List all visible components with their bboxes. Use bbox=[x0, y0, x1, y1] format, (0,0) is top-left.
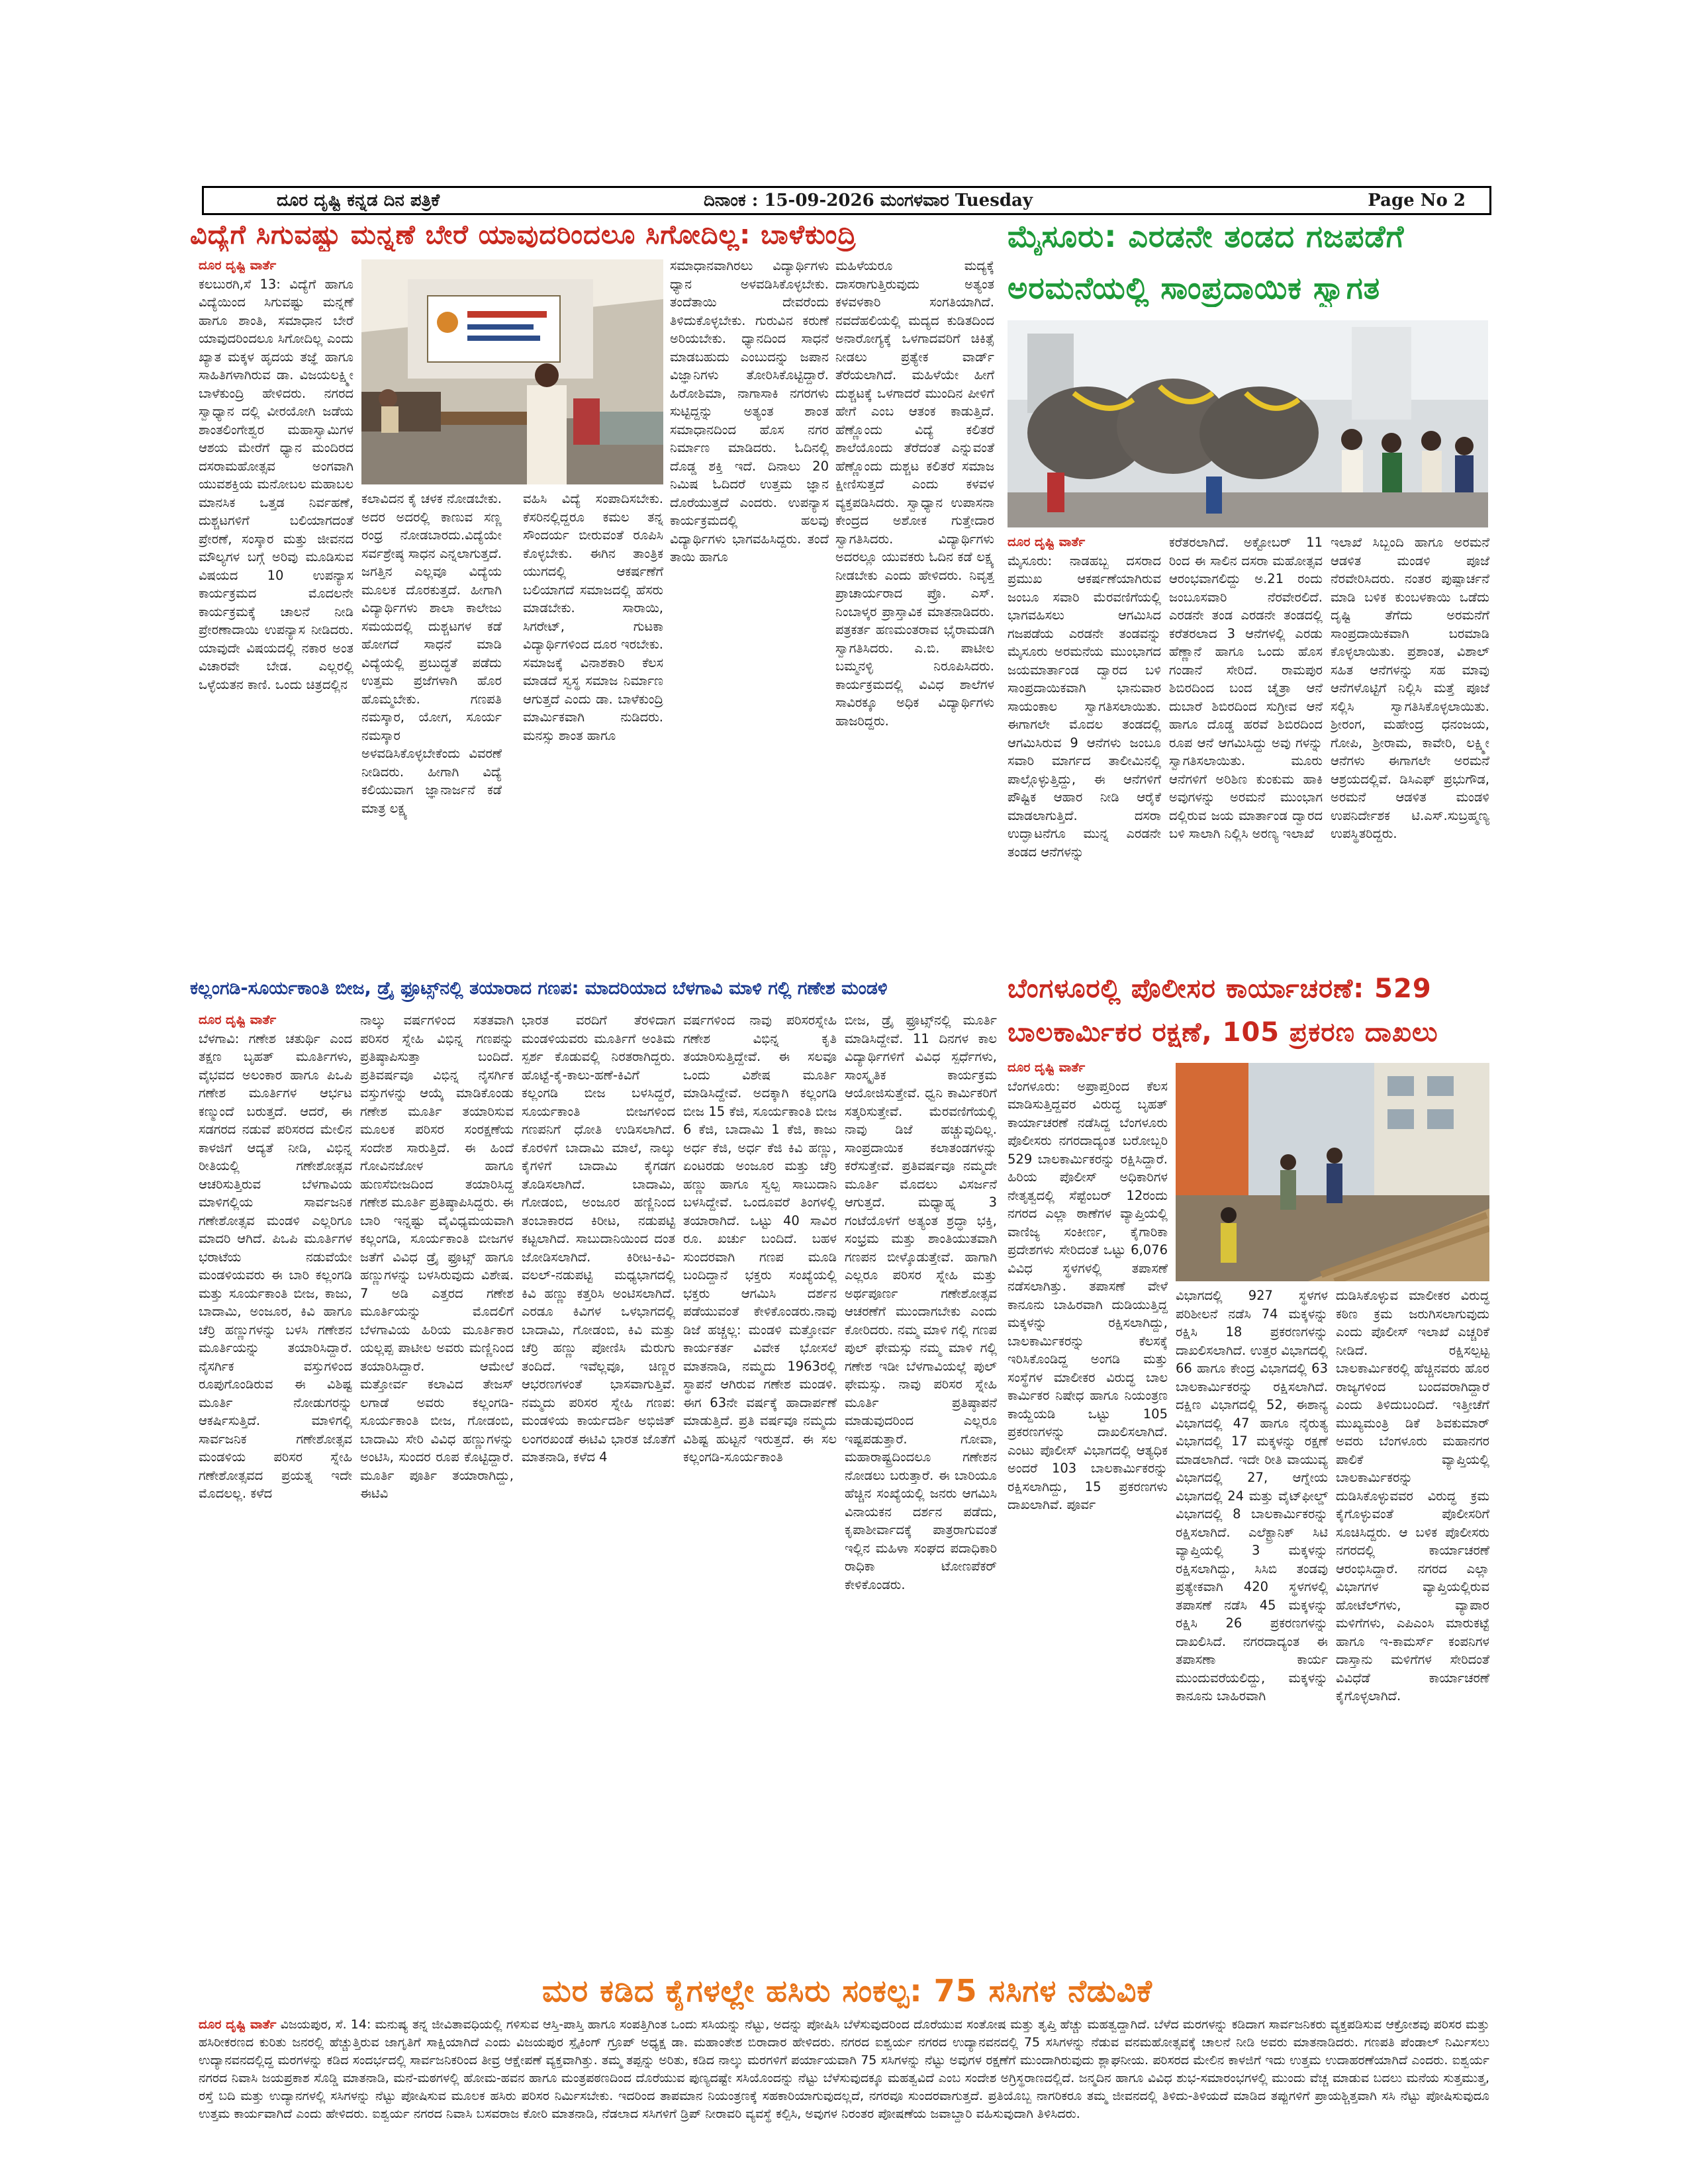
story2-col3-text: ಇಲಾಖೆ ಸಿಬ್ಬಂದಿ ಹಾಗೂ ಅರಮನೆ ಆಡಳಿತ ಮಂಡಳಿ ಪೂಜೆ ನೆರವೇರಿಸಿದರು. ನಂತರ ಪುಷ್ಪಾರ್ಚನೆ ಮಾಡಿ ಬಳಿಕ ಕುಂಬಳಕಾಯಿ ಒಡೆದು ದೃಷ್ಟಿ ತೆಗೆದು ಅರಮನೆಗೆ ಸಾಂಪ್ರದಾಯಿಕವಾಗಿ ಬರಮಾಡಿ ಕೊಳ್ಳಲಾಯಿತು. ಪ್ರಶಾಂತ, ವಿಶಾಲ್ ಸಹಿತ ಆನೆಗಳನ್ನು ಸಹ ಮಾವು ಆನೆಗಳೊಟ್ಟಿಗೆ ನಿಲ್ಲಿಸಿ ಮತ್ತೆ ಪೂಜೆ ಸಲ್ಲಿಸಿ ಸ್ವಾಗತಿಸಿಕೊಳ್ಳಲಾಯಿತು. ಶ್ರೀರಂಗ, ಮಹೇಂದ್ರ ಧನಂಜಯ, ಗೋಪಿ, ಶ್ರೀರಾಮ, ಕಾವೇರಿ, ಲಕ್ಷ್ಮೀ ಆನೆಗಳು ಈಗಾಗಲೇ ಅರಮನೆ ಆಶ್ರಯದಲ್ಲಿವೆ. ಡಿಸಿಎಫ್ ಪ್ರಭುಗೌಡ, ಅರಮನೆ ಆಡಳಿತ ಮಂಡಳಿ ಉಪನಿರ್ದೇಶಕ ಟಿ.ಎಸ್.ಸುಬ್ರಹ್ಮಣ್ಯ ಉಪಸ್ಥಿತರಿದ್ದರು. bbox=[1331, 535, 1489, 841]
story1-col5-text: ಮಹಿಳೆಯರೂ ಮದ್ಯಕ್ಕೆ ದಾಸರಾಗುತ್ತಿರುವುದು ಅತ್ಯಂತ ಕಳವಳಕಾರಿ ಸಂಗತಿಯಾಗಿದೆ. ನವದೆಹಲಿಯಲ್ಲಿ ಮದ್ಯದ ಕುಡಿತದಿಂದ ಅನಾರೋಗ್ಯಕ್ಕೆ ಒಳಗಾದವರಿಗೆ ಚಿಕಿತ್ಸೆ ನೀಡಲು ಪ್ರತ್ಯೇಕ ವಾರ್ಡ್ ತೆರೆಯಲಾಗಿದೆ. ಮಹಿಳೆಯೇ ಹೀಗೆ ದುಶ್ಚಟಕ್ಕೆ ಒಳಗಾದರೆ ಮುಂದಿನ ಪೀಳಿಗೆ ಹೇಗೆ ಎಂಬ ಆತಂಕ ಕಾಡುತ್ತಿದೆ. ಹೆಣ್ಣೊಂದು ವಿದ್ಯೆ ಕಲಿತರೆ ಶಾಲೆಯೊಂದು ತೆರೆದಂತೆ ಎನ್ನುವಂತೆ ಹೆಣ್ಣೊಂದು ದುಶ್ಚಟ ಕಲಿತರೆ ಸಮಾಜ ಕ್ಷೀಣಿಸುತ್ತದೆ ಎಂದು ಕಳವಳ ವ್ಯಕ್ತಪಡಿಸಿದರು. ಸ್ವಾಧ್ಯಾನ ಉಪಾಸನಾ ಕೇಂದ್ರದ ಅಶೋಕ ಗುತ್ತೇದಾರ ಸ್ವಾಗತಿಸಿದರು. ವಿದ್ಯಾರ್ಥಿಗಳು ಅದರಲ್ಲೂ ಯುವಕರು ಓದಿನ ಕಡೆ ಲಕ್ಷ್ಯ ನೀಡಬೇಕು ಎಂದು ಹೇಳಿದರು. ನಿವೃತ್ತ ಪ್ರಾಚಾರ್ಯರಾದ ಪ್ರೊ. ಎಸ್. ನಿಂಬಾಳ್ಕರ ಪ್ರಾಸ್ತಾವಿಕ ಮಾತನಾಡಿದರು. ಪತ್ರಕರ್ತ ಹಣಮಂತರಾವ ಭೈರಾಮಡಗಿ ಸ್ವಾಗತಿಸಿದರು. ಎ.ಬಿ. ಪಾಟೀಲ ಬಮ್ಮನಳ್ಳಿ ನಿರೂಪಿಸಿದರು. ಕಾರ್ಯಕ್ರಮದಲ್ಲಿ ವಿವಿಧ ಶಾಲೆಗಳ ಸಾವಿರಕ್ಕೂ ಅಧಿಕ ವಿದ್ಯಾರ್ಥಿಗಳು ಹಾಜರಿದ್ದರು. bbox=[835, 258, 994, 729]
story4-photo-construction-site bbox=[1176, 1063, 1489, 1281]
story4-byline: ದೂರ ದೃಷ್ಟಿ ವಾರ್ತೆ bbox=[1008, 1060, 1086, 1075]
story1-col4-text: ಸಮಾಧಾನವಾಗಿರಲು ವಿದ್ಯಾರ್ಥಿಗಳು ಧ್ಯಾನ ಅಳವಡಿಸಿಕೊಳ್ಳಬೇಕು. ತಂದೆತಾಯಿ ದೇವರೆಂದು ತಿಳಿದುಕೊಳ್ಳಬೇಕು. ಗುರುವಿನ ಕರುಣೆ ಅರಿಯಬೇಕು. ಧ್ಯಾನದಿಂದ ಸಾಧನೆ ಮಾಡಬಹುದು ಎಂಬುದನ್ನು ಜಪಾನ ವಿಜ್ಞಾನಿಗಳು ತೋರಿಸಿಕೊಟ್ಟಿದ್ದಾರೆ. ಹಿರೋಶಿಮಾ, ನಾಗಾಸಾಕಿ ನಗರಗಳು ಸುಟ್ಟಿದ್ದನ್ನು ಅತ್ಯಂತ ಶಾಂತ ಸಮಾಧಾನದಿಂದ ಹೊಸ ನಗರ ನಿರ್ಮಾಣ ಮಾಡಿದರು. ಓದಿನಲ್ಲಿ ದೊಡ್ಡ ಶಕ್ತಿ ಇದೆ. ದಿನಾಲು 20 ನಿಮಿಷ ಓದಿದರೆ ಉತ್ತಮ ಜ್ಞಾನ ದೊರೆಯುತ್ತದೆ ಎಂದರು. ಉಪನ್ಯಾಸ ಕಾರ್ಯಕ್ರಮದಲ್ಲಿ ಹಲವು ವಿದ್ಯಾರ್ಥಿಗಳು ಭಾಗವಹಿಸಿದ್ದರು. ತಂದೆ ತಾಯಿ ಹಾಗೂ bbox=[670, 258, 829, 565]
story5-byline: ದೂರ ದೃಷ್ಟಿ ವಾರ್ತೆ bbox=[199, 2017, 277, 2032]
story1-column-5 bbox=[835, 257, 994, 957]
story2-column-1 bbox=[1008, 533, 1161, 983]
story1-column-2 bbox=[361, 490, 502, 957]
story2-col1-text: ಮೈಸೂರು: ನಾಡಹಬ್ಬ ದಸರಾದ ಪ್ರಮುಖ ಆಕರ್ಷಣೆಯಾಗಿರುವ ಜಂಬೂ ಸವಾರಿ ಮೆರವಣಿಗೆಯಲ್ಲಿ ಭಾಗವಹಿಸಲು ಆಗಮಿಸಿದ ಗಜಪಡೆಯ ಎರಡನೇ ತಂಡವನ್ನು ಮೈಸೂರು ಅರಮನೆಯ ಮುಂಭಾಗದ ಜಯಮಾರ್ತಾಂಡ ದ್ವಾರದ ಬಳಿ ಸಾಂಪ್ರದಾಯಿಕವಾಗಿ ಭಾನುವಾರ ಸಾಯಂಕಾಲ ಸ್ವಾಗತಿಸಲಾಯಿತು. ಈಗಾಗಲೇ ಮೊದಲ ತಂಡದಲ್ಲಿ ಆಗಮಿಸಿರುವ 9 ಆನೆಗಳು ಜಂಬೂ ಸವಾರಿ ಮಾರ್ಗದ ತಾಲೀಮಿನಲ್ಲಿ ಪಾಲ್ಗೊಳ್ಳುತ್ತಿದ್ದು, ಈ ಆನೆಗಳಿಗೆ ಪೌಷ್ಟಿಕ ಆಹಾರ ನೀಡಿ ಆರೈಕೆ ಮಾಡಲಾಗುತ್ತಿದೆ. ದಸರಾ ಉದ್ಘಾಟನೆಗೂ ಮುನ್ನ ಎರಡನೇ ತಂಡದ ಆನೆಗಳನ್ನು bbox=[1008, 553, 1161, 860]
page-number: Page No 2 bbox=[1368, 191, 1466, 210]
story3-col1-text: ಬೆಳಗಾವಿ: ಗಣೇಶ ಚತುರ್ಥಿ ಎಂದ ತಕ್ಷಣ ಬೃಹತ್ ಮೂರ್ತಿಗಳು, ವೈಭವದ ಅಲಂಕಾರ ಹಾಗೂ ಪಿಒಪಿ ಗಣೇಶ ಮೂರ್ತಿಗಳ ಆರ್ಭಟ ಕಣ್ಮುಂದೆ ಬರುತ್ತದೆ. ಆದರೆ, ಈ ಸಡಗರದ ನಡುವೆ ಪರಿಸರದ ಮೇಲಿನ ಕಾಳಜಿಗೆ ಆದ್ಯತೆ ನೀಡಿ, ವಿಭಿನ್ನ ರೀತಿಯಲ್ಲಿ ಗಣೇಶೋತ್ಸವ ಆಚರಿಸುತ್ತಿರುವ ಬೆಳಗಾವಿಯ ಮಾಳಿಗಲ್ಲಿಯ ಸಾರ್ವಜನಿಕ ಗಣೇಶೋತ್ಸವ ಮಂಡಳಿ ಎಲ್ಲರಿಗೂ ಮಾದರಿ ಆಗಿದೆ. ಪಿಒಪಿ ಮೂರ್ತಿಗಳ ಭರಾಟೆಯ ನಡುವೆಯೇ ಮಂಡಳಿಯವರು ಈ ಬಾರಿ ಕಲ್ಲಂಗಡಿ ಮತ್ತು ಸೂರ್ಯಕಾಂತಿ ಬೀಜ, ಕಾಜು, ಬಾದಾಮಿ, ಅಂಜೂರ, ಕಿವಿ ಹಾಗೂ ಚೆರ್ರಿ ಹಣ್ಣುಗಳನ್ನು ಬಳಸಿ ಗಣೇಶನ ಮೂರ್ತಿಯನ್ನು ತಯಾರಿಸಿದ್ದಾರೆ. ನೈಸರ್ಗಿಕ ವಸ್ತುಗಳಿಂದ ರೂಪುಗೊಂಡಿರುವ ಈ ವಿಶಿಷ್ಟ ಮೂರ್ತಿ ನೋಡುಗರನ್ನು ಆಕರ್ಷಿಸುತ್ತಿದೆ. ಮಾಳಿಗಲ್ಲಿ ಸಾರ್ವಜನಿಕ ಗಣೇಶೋತ್ಸವ ಮಂಡಳಿಯ ಪರಿಸರ ಸ್ನೇಹಿ ಗಣೇಶೋತ್ಸವದ ಪ್ರಯತ್ನ ಇದೇ ಮೊದಲಲ್ಲ. ಕಳೆದ bbox=[199, 1030, 352, 1501]
story3-col3-text: ಭಾರತ ವರದಿಗೆ ತೆರಳಿದಾಗ ಮಂಡಳಿಯವರು ಮೂರ್ತಿಗೆ ಅಂತಿಮ ಸ್ಪರ್ಶ ಕೊಡುವಲ್ಲಿ ನಿರತರಾಗಿದ್ದರು. ಹೊಟ್ಟೆ-ಕೈ-ಕಾಲು-ಹಣೆ-ಕಿವಿಗೆ ಕಲ್ಲಂಗಡಿ ಬೀಜ ಬಳಸಿದ್ದರೆ, ಸೂರ್ಯಕಾಂತಿ ಬೀಜಗಳಿಂದ ಗಣಪನಿಗೆ ಧೋತಿ ಉಡಿಸಲಾಗಿದೆ. ಕೊರಳಿಗೆ ಬಾದಾಮಿ ಮಾಲೆ, ನಾಲ್ಕು ಕೈಗಳಿಗೆ ಬಾದಾಮಿ ಕೈಗಡಗ ತೊಡಿಸಲಾಗಿದೆ. ಬಾದಾಮಿ, ಗೋಡಂಬಿ, ಅಂಜೂರ ಹಣ್ಣಿನಿಂದ ತಂಬಾಕಾರದ ಕಿರೀಟ, ನಡುಪಟ್ಟಿ ಕಟ್ಟಲಾಗಿದೆ. ಸಾಬುದಾನಿಯಿಂದ ದಂತ ಜೋಡಿಸಲಾಗಿದೆ. ಕಿರೀಟ-ಕಿವಿ-ವಲಲ್-ನಡುಪಟ್ಟಿ ಮಧ್ಯಭಾಗದಲ್ಲಿ ಕಿವಿ ಹಣ್ಣು ಕತ್ತರಿಸಿ ಅಂಟಿಸಲಾಗಿದೆ. ಎರಡೂ ಕಿವಿಗಳ ಒಳಭಾಗದಲ್ಲಿ ಬಾದಾಮಿ, ಗೋಡಂಬಿ, ಕಿವಿ ಮತ್ತು ಚೆರ್ರಿ ಹಣ್ಣು ಪೋಣಿಸಿ ಮೆರುಗು ತಂದಿದೆ. ಇವೆಲ್ಲವೂ, ಚಿಣ್ಣರ ಆಭರಣಗಳಂತೆ ಭಾಸವಾಗುತ್ತಿವೆ. ನಮ್ಮದು ಪರಿಸರ ಸ್ನೇಹಿ ಗಣಪ: ಮಂಡಳಿಯ ಕಾರ್ಯದರ್ಶಿ ಅಭಿಜಿತ್ ಲಂಗರಖಂಡೆ ಈಟಿವಿ ಭಾರತ ಜೊತೆಗೆ ಮಾತನಾಡಿ, ಕಳೆದ 4 bbox=[522, 1013, 675, 1465]
story2-photo-elephants bbox=[1008, 320, 1488, 527]
story3-column-5 bbox=[845, 1011, 997, 1964]
story4-headline-line2: ಬಾಲಕಾರ್ಮಿಕರ ರಕ್ಷಣೆ, 105 ಪ್ರಕರಣ ದಾಖಲು bbox=[1008, 1017, 1438, 1048]
story3-headline: ಕಲ್ಲಂಗಡಿ-ಸೂರ್ಯಕಾಂತಿ ಬೀಜ, ಡ್ರೈ ಫ್ರೂಟ್ಸ್‌ನಲ್ಲಿ ತಯಾರಾದ ಗಣಪ: ಮಾದರಿಯಾದ ಬೆಳಗಾವಿ ಮಾಳಿ ಗಲ್ಲಿ ಗಣೇಶ ಮಂಡಳಿ bbox=[190, 978, 888, 999]
story3-col5-text: ಬೀಜ, ಡ್ರೈ ಫ್ರೂಟ್ಸ್‌ನಲ್ಲಿ ಮೂರ್ತಿ ಮಾಡಿಸಿದ್ದೇವೆ. 11 ದಿನಗಳ ಕಾಲ ವಿದ್ಯಾರ್ಥಿಗಳಿಗೆ ವಿವಿಧ ಸ್ಪರ್ಧೆಗಳು, ಸಾಂಸ್ಕೃತಿಕ ಕಾರ್ಯಕ್ರಮ ಆಯೋಜಿಸುತ್ತೇವೆ. ಧ್ವನಿ ಕಾರ್ಮಿಕರಿಗೆ ಸತ್ಕರಿಸುತ್ತೇವೆ. ಮೆರವಣಿಗೆಯಲ್ಲಿ ನಾವು ಡಿಜೆ ಹಚ್ಚುವುದಿಲ್ಲ. ಸಾಂಪ್ರದಾಯಿಕ ಕಲಾತಂಡಗಳನ್ನು ಕರೆಸುತ್ತೇವೆ. ಪ್ರತಿವರ್ಷವೂ ನಮ್ಮದೇ ಮೂರ್ತಿ ಮೊದಲು ವಿಸರ್ಜನೆ ಆಗುತ್ತದೆ. ಮಧ್ಯಾಹ್ನ 3 ಗಂಟೆಯೊಳಗೆ ಅತ್ಯಂತ ಶ್ರದ್ಧಾ ಭಕ್ತಿ, ಸಂಭ್ರಮ ಮತ್ತು ಶಾಂತಿಯುತವಾಗಿ ಗಣಪನ ಬೀಳ್ಕೊಡುತ್ತೇವೆ. ಹಾಗಾಗಿ ಎಲ್ಲರೂ ಪರಿಸರ ಸ್ನೇಹಿ ಮತ್ತು ಅರ್ಥಪೂರ್ಣ ಗಣೇಶೋತ್ಸವ ಆಚರಣೆಗೆ ಮುಂದಾಗಬೇಕು ಎಂದು ಕೋರಿದರು. ನಮ್ಮ ಮಾಳಿ ಗಲ್ಲಿ ಗಣಪ ಪುಲ್ ಫೇಮಸ್ಸು ನಮ್ಮ ಮಾಳಿ ಗಲ್ಲಿ ಗಣೇಶ ಇಡೀ ಬೆಳಗಾವಿಯಲ್ಲೆ ಪುಲ್ ಫೇಮಸ್ಸು. ನಾವು ಪರಿಸರ ಸ್ನೇಹಿ ಮೂರ್ತಿ ಪ್ರತಿಷ್ಠಾಪನೆ ಮಾಡುವುದರಿಂದ ಎಲ್ಲರೂ ಇಷ್ಟಪಡುತ್ತಾರೆ. ಗೋವಾ, ಮಹಾರಾಷ್ಟ್ರದಿಂದಲೂ ಗಣೇಶನ ನೋಡಲು ಬರುತ್ತಾರೆ. ಈ ಬಾರಿಯೂ ಹೆಚ್ಚಿನ ಸಂಖ್ಯೆಯಲ್ಲಿ ಜನರು ಆಗಮಿಸಿ ವಿನಾಯಕನ ದರ್ಶನ ಪಡೆದು, ಕೃಪಾಶೀರ್ವಾದಕ್ಕೆ ಪಾತ್ರರಾಗುವಂತೆ ಇಲ್ಲಿನ ಮಹಿಳಾ ಸಂಘದ ಪದಾಧಿಕಾರಿ ರಾಧಿಕಾ ಟೋಣಪೆಕರ್ ಕೇಳಿಕೊಂಡರು. bbox=[845, 1013, 997, 1592]
story1-headline: ವಿದ್ಯೆಗೆ ಸಿಗುವಷ್ಟು ಮನ್ನಣೆ ಬೇರೆ ಯಾವುದರಿಂದಲೂ ಸಿಗೋದಿಲ್ಲ: ಬಾಳೆಕುಂದ್ರಿ bbox=[190, 220, 857, 250]
story4-column-2 bbox=[1176, 1287, 1328, 1966]
story1-byline: ದೂರ ದೃಷ್ಟಿ ವಾರ್ತೆ bbox=[199, 258, 277, 273]
story5-body-text: ವಿಜಯಪುರ, ಸೆ. 14: ಮನುಷ್ಯ ತನ್ನ ಜೀವಿತಾವಧಿಯಲ್ಲಿ ಗಳಿಸುವ ಆಸ್ತಿ-ಪಾಸ್ತಿ ಹಾಗೂ ಸಂಪತ್ತಿಗಿಂತ ಒಂದು ಸಸಿಯನ್ನು ನೆಟ್ಟು, ಅದನ್ನು ಪೋಷಿಸಿ ಬೆಳೆಸುವುದರಿಂದ ದೊರೆಯುವ ಸಂತೋಷ ಮತ್ತು ತೃಪ್ತಿ ಹೆಚ್ಚು ಮಹತ್ವದ್ದಾಗಿದೆ. ಬೆಳೆದ ಮರಗಳನ್ನು ಕಡಿದಾಗ ಸಾರ್ವಜನಿಕರು ವ್ಯಕ್ತಪಡಿಸುವ ಆಕ್ರೋಶವು ಪರಿಸರ ಮತ್ತು ಹಸಿರೀಕರಣದ ಕುರಿತು ಜನರಲ್ಲಿ ಹೆಚ್ಚುತ್ತಿರುವ ಜಾಗೃತಿಗೆ ಸಾಕ್ಷಿಯಾಗಿದೆ ಎಂದು ವಿಜಯಪುರ ಸ್ಪೈಕಿಂಗ್ ಗ್ರೂಪ್ ಅಧ್ಯಕ್ಷ ಡಾ. ಮಹಾಂತೇಶ ಬಿರಾದಾರ ಹೇಳಿದರು. ನಗರದ ಐಶ್ವರ್ಯ ನಗರದ ಉದ್ಯಾನವನದಲ್ಲಿ 75 ಸಸಿಗಳನ್ನು ನೆಡುವ ವನಮಹೋತ್ಸವಕ್ಕೆ ಚಾಲನೆ ನೀಡಿ ಅವರು ಮಾತನಾಡಿದರು. ಗಣಪತಿ ಪೆಂಡಾಲ್ ನಿರ್ಮಿಸಲು ಉದ್ಯಾನವನದಲ್ಲಿದ್ದ ಮರಗಳನ್ನು ಕಡಿದ ಸಂದರ್ಭದಲ್ಲಿ ಸಾರ್ವಜನಿಕರಿಂದ ತೀವ್ರ ಆಕ್ಷೇಪಣೆ ವ್ಯಕ್ತವಾಗಿತ್ತು. ತಮ್ಮ ತಪ್ಪನ್ನು ಅರಿತು, ಕಡಿದ ನಾಲ್ಕು ಮರಗಳಿಗೆ ಪರ್ಯಾಯವಾಗಿ 75 ಸಸಿಗಳನ್ನು ನೆಟ್ಟು ಅವುಗಳ ರಕ್ಷಣೆಗೆ ಮುಂದಾಗಿರುವುದು ಶ್ಲಾಘನೀಯ. ಪರಿಸರದ ಮೇಲಿನ ಕಾಳಜಿಗೆ ಇದು ಉತ್ತಮ ಉದಾಹರಣೆಯಾಗಿದೆ ಎಂದರು. ಐಶ್ವರ್ಯ ನಗರದ ನಿವಾಸಿ ಜಯಪ್ರಕಾಶ ಸೊಡ್ಡಿ ಮಾತನಾಡಿ, ಮನೆ-ಮಠಗಳಲ್ಲಿ ಹೋಮ-ಹವನ ಹಾಗೂ ಮಂತ್ರಪಠಣದಿಂದ ದೊರೆಯುವ ಪುಣ್ಯದಷ್ಟೇ ಸಸಿಯೊಂದನ್ನು ನೆಟ್ಟು ಬೆಳೆಸುವುದಕ್ಕೂ ಮಹತ್ವವಿದೆ ಎಂಬ ಸಂದೇಶ ಅಗ್ರಿಸ್ಥರಾಣದಲ್ಲಿದೆ. ಜನ್ಮದಿನ ಹಾಗೂ ವಿವಿಧ ಶುಭ-ಸಮಾರಂಭಗಳಲ್ಲಿ ಮುಂದು ವೆಚ್ಚ ಮಾಡುವ ಬದಲು ಮನೆಯ ಸುತ್ತಮುತ್ತ, ರಸ್ತೆ ಬದಿ ಮತ್ತು ಉದ್ಯಾನಗಳಲ್ಲಿ ಸಸಿಗಳನ್ನು ನೆಟ್ಟು ಪೋಷಿಸುವ ಮೂಲಕ ಹಸಿರು ಪರಿಸರ ನಿರ್ಮಿಸಬೇಕು. ಇದರಿಂದ ತಾಪಮಾನ ನಿಯಂತ್ರಣಕ್ಕೆ ಸಹಕಾರಿಯಾಗುವುದಲ್ಲದೆ, ನಗರವೂ ಸುಂದರವಾಗುತ್ತದೆ. ಪ್ರತಿಯೊಬ್ಬ ನಾಗರಿಕರೂ ತಮ್ಮ ಜೀವನದಲ್ಲಿ ತಿಳಿದು-ತಿಳಿಯದೆ ಮಾಡಿದ ತಪ್ಪುಗಳಿಗೆ ಪ್ರಾಯಶ್ಚಿತ್ತವಾಗಿ ಸಸಿ ನೆಟ್ಟು ಪೋಷಿಸುವುದೂ ಉತ್ತಮ ಕಾರ್ಯವಾಗಿದೆ ಎಂದು ಹೇಳಿದರು. ಐಶ್ವರ್ಯ ನಗರದ ನಿವಾಸಿ ಬಸವರಾಜ ಕೋರಿ ಮಾತನಾಡಿ, ನೆಡಲಾದ ಸಸಿಗಳಿಗೆ ಡ್ರಿಪ್ ನೀರಾವರಿ ವ್ಯವಸ್ಥೆ ಕಲ್ಪಿಸಿ, ಅವುಗಳ ನಿರಂತರ ಪೋಷಣೆಯ ಜವಾಬ್ದಾರಿ ವಹಿಸುವುದಾಗಿ ತಿಳಿಸಿದರು. bbox=[199, 2017, 1489, 2121]
story3-column-1 bbox=[199, 1011, 352, 1964]
story4-col3-text: ದುಡಿಸಿಕೊಳ್ಳುವ ಮಾಲೀಕರ ವಿರುದ್ಧ ಕಠಿಣ ಕ್ರಮ ಜರುಗಿಸಲಾಗುವುದು ಎಂದು ಪೊಲೀಸ್ ಇಲಾಖೆ ಎಚ್ಚರಿಕೆ ನೀಡಿದೆ. ರಕ್ಷಿಸಲ್ಪಟ್ಟ ಬಾಲಕಾರ್ಮಿಕರಲ್ಲಿ ಹೆಚ್ಚಿನವರು ಹೊರ ರಾಜ್ಯಗಳಿಂದ ಬಂದವರಾಗಿದ್ದಾರೆ ಎಂದು ತಿಳಿದುಬಂದಿದೆ. ಇತ್ತೀಚೆಗೆ ಮುಖ್ಯಮಂತ್ರಿ ಡಿಕೆ ಶಿವಕುಮಾರ್ ಅವರು ಬೆಂಗಳೂರು ಮಹಾನಗರ ಪಾಲಿಕೆ ವ್ಯಾಪ್ತಿಯಲ್ಲಿ ಬಾಲಕಾರ್ಮಿಕರನ್ನು ದುಡಿಸಿಕೊಳ್ಳುವವರ ವಿರುದ್ಧ ಕ್ರಮ ಕೈಗೊಳ್ಳುವಂತೆ ಪೊಲೀಸರಿಗೆ ಸೂಚಿಸಿದ್ದರು. ಆ ಬಳಿಕ ಪೊಲೀಸರು ನಗರದಲ್ಲಿ ಕಾರ್ಯಾಚರಣೆ ಆರಂಭಿಸಿದ್ದಾರೆ. ನಗರದ ಎಲ್ಲಾ ವಿಭಾಗಗಳ ವ್ಯಾಪ್ತಿಯಲ್ಲಿರುವ ಹೋಟೆಲ್‌ಗಳು, ವ್ಯಾಪಾರ ಮಳಿಗೆಗಳು, ಎಪಿಎಂಸಿ ಮಾರುಕಟ್ಟೆ ಹಾಗೂ ಇ-ಕಾಮರ್ಸ್ ಕಂಪನಿಗಳ ದಾಸ್ತಾನು ಮಳಿಗೆಗಳ ಸೇರಿದಂತೆ ವಿವಿಧೆಡೆ ಕಾರ್ಯಾಚರಣೆ ಕೈಗೊಳ್ಳಲಾಗಿದೆ. bbox=[1336, 1288, 1489, 1704]
story3-column-3 bbox=[522, 1011, 675, 1964]
story3-column-2 bbox=[360, 1011, 514, 1964]
story2-column-2 bbox=[1169, 533, 1323, 983]
story2-headline-line1: ಮೈಸೂರು: ಎರಡನೇ ತಂಡದ ಗಜಪಡೆಗೆ bbox=[1008, 218, 1405, 254]
story2-headline-line2: ಅರಮನೆಯಲ್ಲಿ ಸಾಂಪ್ರದಾಯಿಕ ಸ್ವಾಗತ bbox=[1008, 270, 1381, 306]
story1-col3-text: ವಹಿಸಿ ವಿದ್ಯೆ ಸಂಪಾದಿಸಬೇಕು. ಕೆಸರಿನಲ್ಲಿದ್ದರೂ ಕಮಲ ತನ್ನ ಸೌಂದರ್ಯ ಬೀರುವಂತೆ ರೂಪಿಸಿ ಕೊಳ್ಳಬೇಕು. ಈಗಿನ ತಾಂತ್ರಿಕ ಯುಗದಲ್ಲಿ ಆಕರ್ಷಣೆಗೆ ಬಲಿಯಾಗದೆ ಸಮಾಜದಲ್ಲಿ ಹೆಸರು ಮಾಡಬೇಕು. ಸಾರಾಯಿ, ಸಿಗರೇಟ್, ಗುಟಕಾ ವಿದ್ಯಾರ್ಥಿಗಳಿಂದ ದೂರ ಇರಬೇಕು. ಸಮಾಜಕ್ಕೆ ವಿನಾಶಕಾರಿ ಕೆಲಸ ಮಾಡದೆ ಸ್ವಸ್ಥ ಸಮಾಜ ನಿರ್ಮಾಣ ಆಗುತ್ತದೆ ಎಂದು ಡಾ. ಬಾಳೆಕುಂದ್ರಿ ಮಾರ್ಮಿಕವಾಗಿ ನುಡಿದರು. ಮನಸ್ಸು ಶಾಂತ ಹಾಗೂ bbox=[523, 491, 663, 743]
masthead-bar bbox=[202, 186, 1491, 215]
story5-headline: ಮರ ಕಡಿದ ಕೈಗಳಲ್ಲೇ ಹಸಿರು ಸಂಕಲ್ಪ: 75 ಸಸಿಗಳ ನೆಡುವಿಕೆ bbox=[542, 1973, 1152, 2009]
story1-col1-text: ಕಲಬುರಗಿ,ಸೆ 13: ವಿದ್ಯೆಗೆ ಹಾಗೂ ವಿದ್ಯೆಯಿಂದ ಸಿಗುವಷ್ಟು ಮನ್ನಣೆ ಹಾಗೂ ಶಾಂತಿ, ಸಮಾಧಾನ ಬೇರೆ ಯಾವುದರಿಂದಲೂ ಸಿಗೋದಿಲ್ಲ ಎಂದು ಖ್ಯಾತ ಮಕ್ಕಳ ಹೃದಯ ತಜ್ಞೆ ಹಾಗೂ ಸಾಹಿತಿಗಳಾಗಿರುವ ಡಾ. ವಿಜಯಲಕ್ಷ್ಮೀ ಬಾಳೆಕುಂದ್ರಿ ಹೇಳಿದರು. ನಗರದ ಸ್ವಾಧ್ಯಾನ ದಲ್ಲಿ ವೀರಯೋಗಿ ಜಡೆಯ ಶಾಂತಲಿಂಗೇಶ್ವರ ಮಹಾಸ್ವಾಮಿಗಳ ಆಶಯ ಮೇರೆಗೆ ಧ್ಯಾನ ಮಂದಿರದ ದಸರಾಮಹೋತ್ಸವ ಅಂಗವಾಗಿ ಯುವಶಕ್ತಿಯ ಮನೋಬಲ ಮಹಾಬಲ ಮಾನಸಿಕ ಒತ್ತಡ ನಿರ್ವಹಣೆ, ದುಶ್ಚಟಗಳಿಗೆ ಬಲಿಯಾಗದಂತೆ ಪ್ರೇರಣೆ, ಸಂಸ್ಕಾರ ಮತ್ತು ಜೀವನದ ಮೌಲ್ಯಗಳ ಬಗ್ಗೆ ಅರಿವು ಮೂಡಿಸುವ ವಿಷಯದ 10 ಉಪನ್ಯಾಸ ಕಾರ್ಯಕ್ರಮದ ಮೊದಲನೇ ಕಾರ್ಯಕ್ರಮಕ್ಕೆ ಚಾಲನೆ ನೀಡಿ ಪ್ರೇರಣಾದಾಯಿ ಉಪನ್ಯಾಸ ನೀಡಿದರು. ಯಾವುದೇ ವಿಷಯದಲ್ಲಿ ನಕಾರ ಅಂತ ವಿಚಾರವೇ ಬೇಡ. ಎಲ್ಲರಲ್ಲಿ ಒಳ್ಳೆಯತನ ಕಾಣಿ. ಒಂದು ಚಿತ್ರದಲ್ಲಿನ bbox=[199, 276, 353, 692]
story5-body bbox=[199, 2016, 1489, 2161]
story1-col2-text: ಕಲಾವಿದನ ಕೈ ಚಳಕ ನೋಡಬೇಕು. ಅದರ ಅದರಲ್ಲಿ ಕಾಣುವ ಸಣ್ಣ ರಂಧ್ರ ನೋಡಬಾರದು.ವಿದ್ಯೆಯೇ ಸರ್ವಶ್ರೇಷ್ಠ ಸಾಧನ ಎನ್ನಲಾಗುತ್ತದೆ. ಜಗತ್ತಿನ ಎಲ್ಲವೂ ವಿದ್ಯೆಯ ಮೂಲಕ ದೊರಕುತ್ತದೆ. ಹೀಗಾಗಿ ವಿದ್ಯಾರ್ಥಿಗಳು ಶಾಲಾ ಕಾಲೇಜು ಸಮಯದಲ್ಲಿ ದುಶ್ಚಟಗಳ ಕಡೆ ಹೋಗದೆ ಸಾಧನೆ ಮಾಡಿ ವಿದ್ಯೆಯಲ್ಲಿ ಪ್ರಬುದ್ಧತೆ ಪಡೆದು ಉತ್ತಮ ಪ್ರಜೆಗಳಾಗಿ ಹೊರ ಹೊಮ್ಮಬೇಕು. ಗಣಪತಿ ನಮಸ್ಕಾರ, ಯೋಗ, ಸೂರ್ಯ ನಮಸ್ಕಾರ ಅಳವಡಿಸಿಕೊಳ್ಳಬೇಕೆಂದು ವಿವರಣೆ ನೀಡಿದರು. ಹೀಗಾಗಿ ವಿದ್ಯೆ ಕಲಿಯುವಾಗ ಜ್ಞಾನಾರ್ಜನೆ ಕಡೆ ಮಾತ್ರ ಲಕ್ಷ್ಯ bbox=[361, 491, 502, 816]
story4-col2-text: ವಿಭಾಗದಲ್ಲಿ 927 ಸ್ಥಳಗಳ ಪರಿಶೀಲನೆ ನಡೆಸಿ 74 ಮಕ್ಕಳನ್ನು ರಕ್ಷಿಸಿ 18 ಪ್ರಕರಣಗಳನ್ನು ದಾಖಲಿಸಲಾಗಿದೆ. ಉತ್ತರ ವಿಭಾಗದಲ್ಲಿ 66 ಹಾಗೂ ಕೇಂದ್ರ ವಿಭಾಗದಲ್ಲಿ 63 ಬಾಲಕಾರ್ಮಿಕರನ್ನು ರಕ್ಷಿಸಲಾಗಿದೆ. ದಕ್ಷಿಣ ವಿಭಾಗದಲ್ಲಿ 52, ಈಶಾನ್ಯ ವಿಭಾಗದಲ್ಲಿ 47 ಹಾಗೂ ನೈರುತ್ಯ ವಿಭಾಗದಲ್ಲಿ 17 ಮಕ್ಕಳನ್ನು ರಕ್ಷಣೆ ಮಾಡಲಾಗಿದೆ. ಇದೇ ರೀತಿ ವಾಯುವ್ಯ ವಿಭಾಗದಲ್ಲಿ 27, ಆಗ್ನೇಯ ವಿಭಾಗದಲ್ಲಿ 24 ಮತ್ತು ವೈಟ್‌ಫೀಲ್ಡ್ ವಿಭಾಗದಲ್ಲಿ 8 ಬಾಲಕಾರ್ಮಿಕರನ್ನು ರಕ್ಷಿಸಲಾಗಿದೆ. ಎಲೆಕ್ಟ್ರಾನಿಕ್ ಸಿಟಿ ವ್ಯಾಪ್ತಿಯಲ್ಲಿ 3 ಮಕ್ಕಳನ್ನು ರಕ್ಷಿಸಲಾಗಿದ್ದು, ಸಿಸಿಬಿ ತಂಡವು ಪ್ರತ್ಯೇಕವಾಗಿ 420 ಸ್ಥಳಗಳಲ್ಲಿ ತಪಾಸಣೆ ನಡೆಸಿ 45 ಮಕ್ಕಳನ್ನು ರಕ್ಷಿಸಿ 26 ಪ್ರಕರಣಗಳನ್ನು ದಾಖಲಿಸಿದೆ. ನಗರದಾದ್ಯಂತ ಈ ತಪಾಸಣಾ ಕಾರ್ಯ ಮುಂದುವರೆಯಲಿದ್ದು, ಮಕ್ಕಳನ್ನು ಕಾನೂನು ಬಾಹಿರವಾಗಿ bbox=[1176, 1288, 1328, 1704]
story4-col1-text: ಬೆಂಗಳೂರು: ಅಪ್ರಾಪ್ತರಿಂದ ಕೆಲಸ ಮಾಡಿಸುತ್ತಿದ್ದವರ ವಿರುದ್ಧ ಬೃಹತ್ ಕಾರ್ಯಾಚರಣೆ ನಡೆಸಿದ್ದ ಬೆಂಗಳೂರು ಪೊಲೀಸರು ನಗರದಾದ್ಯಂತ ಬರೋಬ್ಬರಿ 529 ಬಾಲಕಾರ್ಮಿಕರನ್ನು ರಕ್ಷಿಸಿದ್ದಾರೆ. ಹಿರಿಯ ಪೊಲೀಸ್ ಅಧಿಕಾರಿಗಳ ನೇತೃತ್ವದಲ್ಲಿ ಸೆಪ್ಟೆಂಬರ್ 12ರಂದು ನಗರದ ಎಲ್ಲಾ ಠಾಣೆಗಳ ವ್ಯಾಪ್ತಿಯಲ್ಲಿ ವಾಣಿಜ್ಯ ಸಂಕೀರ್ಣ, ಕೈಗಾರಿಕಾ ಪ್ರದೇಶಗಳು ಸೇರಿದಂತೆ ಒಟ್ಟು 6,076 ವಿವಿಧ ಸ್ಥಳಗಳಲ್ಲಿ ತಪಾಸಣೆ ನಡೆಸಲಾಗಿತ್ತು. ತಪಾಸಣೆ ವೇಳೆ ಕಾನೂನು ಬಾಹಿರವಾಗಿ ದುಡಿಯುತ್ತಿದ್ದ ಮಕ್ಕಳನ್ನು ರಕ್ಷಿಸಲಾಗಿದ್ದು, ಬಾಲಕಾರ್ಮಿಕರನ್ನು ಕೆಲಸಕ್ಕೆ ಇರಿಸಿಕೊಂಡಿದ್ದ ಅಂಗಡಿ ಮತ್ತು ಸಂಸ್ಥೆಗಳ ಮಾಲೀಕರ ವಿರುದ್ಧ ಬಾಲ ಕಾರ್ಮಿಕರ ನಿಷೇಧ ಹಾಗೂ ನಿಯಂತ್ರಣ ಕಾಯ್ದೆಯಡಿ ಒಟ್ಟು 105 ಪ್ರಕರಣಗಳನ್ನು ದಾಖಲಿಸಲಾಗಿದೆ. ಎಂಟು ಪೊಲೀಸ್ ವಿಭಾಗದಲ್ಲಿ ಆತ್ಯಧಿಕ ಅಂದರೆ 103 ಬಾಲಕಾರ್ಮಿಕರನ್ನು ರಕ್ಷಿಸಲಾಗಿದ್ದು, 15 ಪ್ರಕರಣಗಳು ದಾಖಲಾಗಿವೆ. ಪೂರ್ವ bbox=[1008, 1078, 1168, 1512]
story4-column-3 bbox=[1336, 1287, 1489, 1966]
story3-column-4 bbox=[683, 1011, 837, 1964]
story1-photo-lecture bbox=[361, 259, 663, 484]
story3-col2-text: ನಾಲ್ಕು ವರ್ಷಗಳಿಂದ ಸತತವಾಗಿ ಪರಿಸರ ಸ್ನೇಹಿ ವಿಭಿನ್ನ ಗಣಪನ್ನು ಪ್ರತಿಷ್ಠಾಪಿಸುತ್ತಾ ಬಂದಿದೆ. ಪ್ರತಿವರ್ಷವೂ ವಿಭಿನ್ನ ನೈಸರ್ಗಿಕ ವಸ್ತುಗಳನ್ನು ಆಯ್ಕೆ ಮಾಡಿಕೊಂಡು ಗಣೇಶ ಮೂರ್ತಿ ತಯಾರಿಸುವ ಮೂಲಕ ಪರಿಸರ ಸಂರಕ್ಷಣೆಯ ಸಂದೇಶ ಸಾರುತ್ತಿದೆ. ಈ ಹಿಂದೆ ಗೋವಿನಜೋಳ ಹಾಗೂ ಹುಣಸೆಬೀಜದಿಂದ ತಯಾರಿಸಿದ್ದ ಗಣೇಶ ಮೂರ್ತಿ ಪ್ರತಿಷ್ಠಾಪಿಸಿದ್ದರು. ಈ ಬಾರಿ ಇನ್ನಷ್ಟು ವೈವಿಧ್ಯಮಯವಾಗಿ ಕಲ್ಲಂಗಡಿ, ಸೂರ್ಯಕಾಂತಿ ಬೀಜಗಳ ಜತೆಗೆ ವಿವಿಧ ಡ್ರೈ ಫ್ರೂಟ್ಸ್ ಹಾಗೂ ಹಣ್ಣುಗಳನ್ನು ಬಳಸಿರುವುದು ವಿಶೇಷ. 7 ಅಡಿ ಎತ್ತರದ ಗಣೇಶ ಮೂರ್ತಿಯನ್ನು ಮೊದಲಿಗೆ ಬೆಳಗಾವಿಯ ಹಿರಿಯ ಮೂರ್ತಿಕಾರ ಯಲ್ಲಪ್ಪ ಪಾಟೀಲ ಅವರು ಮಣ್ಣಿನಿಂದ ತಯಾರಿಸಿದ್ದಾರೆ. ಆಮೇಲೆ ಮತ್ತೋರ್ವ ಕಲಾವಿದ ತೇಜಸ್ ಲಗಾಡೆ ಅವರು ಕಲ್ಲಂಗಡಿ-ಸೂರ್ಯಕಾಂತಿ ಬೀಜ, ಗೋಡಂಬಿ, ಬಾದಾಮಿ ಸೇರಿ ವಿವಿಧ ಹಣ್ಣುಗಳನ್ನು ಅಂಟಿಸಿ, ಸುಂದರ ರೂಪ ಕೊಟ್ಟಿದ್ದಾರೆ. ಮೂರ್ತಿ ಪೂರ್ತಿ ತಯಾರಾಗಿದ್ದು, ಈಟಿವಿ bbox=[360, 1013, 514, 1501]
story3-col4-text: ವರ್ಷಗಳಿಂದ ನಾವು ಪರಿಸರಸ್ನೇಹಿ ಗಣೇಶ ವಿಭಿನ್ನ ಕೃತಿ ತಯಾರಿಸುತ್ತಿದ್ದೇವೆ. ಈ ಸಲವೂ ಒಂದು ವಿಶೇಷ ಮೂರ್ತಿ ಮಾಡಿಸಿದ್ದೇವೆ. ಅದಕ್ಕಾಗಿ ಕಲ್ಲಂಗಡಿ ಬೀಜ 15 ಕೆಜಿ, ಸೂರ್ಯಕಾಂತಿ ಬೀಜ 6 ಕೆಜಿ, ಬಾದಾಮಿ 1 ಕೆಜಿ, ಕಾಜು ಅರ್ಧ ಕೆಜಿ, ಅರ್ಧ ಕೆಜಿ ಕಿವಿ ಹಣ್ಣು, ಏಂಟರಡು ಅಂಜೂರ ಮತ್ತು ಚೆರ್ರಿ ಹಣ್ಣು ಹಾಗೂ ಸ್ವಲ್ಪ ಸಾಬುದಾನಿ ಬಳಸಿದ್ದೇವೆ. ಒಂದೂವರೆ ತಿಂಗಳಲ್ಲಿ ತಯಾರಾಗಿದೆ. ಒಟ್ಟು 40 ಸಾವಿರ ರೂ. ಖರ್ಚು ಬಂದಿದೆ. ಬಹಳ ಸುಂದರವಾಗಿ ಗಣಪ ಮೂಡಿ ಬಂದಿದ್ದಾನೆ ಭಕ್ತರು ಸಂಖ್ಯೆಯಲ್ಲಿ ಭಕ್ತರು ಆಗಮಿಸಿ ದರ್ಶನ ಪಡೆಯುವಂತೆ ಕೇಳಿಕೊಂಡರು.ನಾವು ಡಿಜೆ ಹಚ್ಚಲ್ಲ: ಮಂಡಳಿ ಮತ್ತೋರ್ವ ಕಾರ್ಯಕರ್ತ ವಿವೇಕ ಭೋಸಲೆ ಮಾತನಾಡಿ, ನಮ್ಮದು 1963ರಲ್ಲಿ ಸ್ಥಾಪನೆ ಆಗಿರುವ ಗಣೇಶ ಮಂಡಳಿ. ಈಗ 63ನೇ ವರ್ಷಕ್ಕೆ ಹಾದಾರ್ಪಣೆ ಮಾಡುತ್ತಿದೆ. ಪ್ರತಿ ವರ್ಷವೂ ನಮ್ಮದು ವಿಶಿಷ್ಟ ಹುಟ್ಟನೆ ಇರುತ್ತದೆ. ಈ ಸಲ ಕಲ್ಲಂಗಡಿ-ಸೂರ್ಯಕಾಂತಿ bbox=[683, 1013, 837, 1465]
issue-date: ದಿನಾಂಕ : 15-09-2026 ಮಂಗಳವಾರ Tuesday bbox=[704, 190, 1033, 210]
story4-headline-line1: ಬೆಂಗಳೂರಲ್ಲಿ ಪೊಲೀಸರ ಕಾರ್ಯಾಚರಣೆ: 529 bbox=[1008, 974, 1432, 1004]
story1-column-3 bbox=[523, 490, 663, 957]
story1-column-1 bbox=[199, 257, 353, 957]
paper-name: ದೂರ ದೃಷ್ಟಿ ಕನ್ನಡ ದಿನ ಪತ್ರಿಕೆ bbox=[277, 190, 440, 210]
story2-col2-text: ಕರೆತರಲಾಗಿದೆ. ಅಕ್ಟೋಬರ್ 11 ರಿಂದ ಈ ಸಾಲಿನ ದಸರಾ ಮಹೋತ್ಸವ ಆರಂಭವಾಗಲಿದ್ದು ಅ.21 ರಂದು ಜಂಬೂಸವಾರಿ ನೆರವೇರಲಿದೆ. ಎರಡನೇ ತಂಡ ಎರಡನೇ ತಂಡದಲ್ಲಿ ಕರೆತರಲಾದ 3 ಆನೆಗಳಲ್ಲಿ ಎರಡು ಹೆಣ್ಣಾನೆ ಹಾಗೂ ಒಂದು ಹೊಸ ಗಂಡಾನೆ ಸೇರಿದೆ. ರಾಮಪುರ ಶಿಬಿರದಿಂದ ಬಂದ ಚೈತ್ರಾ ಆನೆ ದುಬಾರೆ ಶಿಬಿರದಿಂದ ಸುಗ್ರೀವ ಆನೆ ಹಾಗೂ ದೊಡ್ಡ ಹರವೆ ಶಿಬಿರದಿಂದ ರೂಪ ಆನೆ ಆಗಮಿಸಿದ್ದು ಅವು ಗಳನ್ನು ಸ್ವಾಗತಿಸಲಾಯಿತು. ಮೂರು ಆನೆಗಳಿಗೆ ಅರಿಶಿಣ ಕುಂಕುಮ ಹಾಕಿ ಅವುಗಳನ್ನು ಅರಮನೆ ಮುಂಭಾಗ ದಲ್ಲಿರುವ ಜಯ ಮಾರ್ತಾಂಡ ದ್ವಾರದ ಬಳಿ ಸಾಲಾಗಿ ನಿಲ್ಲಿಸಿ ಅರಣ್ಯ ಇಲಾಖೆ bbox=[1169, 535, 1323, 841]
story4-column-1 bbox=[1008, 1059, 1168, 1966]
story2-column-3 bbox=[1331, 533, 1489, 983]
story3-byline: ದೂರ ದೃಷ್ಟಿ ವಾರ್ತೆ bbox=[199, 1013, 277, 1027]
story2-byline: ದೂರ ದೃಷ್ಟಿ ವಾರ್ತೆ bbox=[1008, 535, 1086, 549]
story1-column-4 bbox=[670, 257, 829, 957]
